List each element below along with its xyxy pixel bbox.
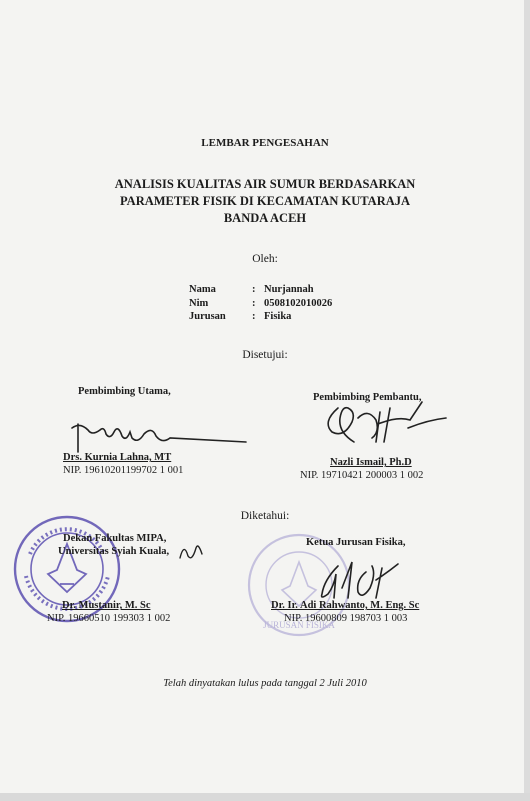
nip-pembimbing-pembantu: NIP. 19710421 200003 1 002 xyxy=(300,470,424,481)
student-info xyxy=(189,283,332,324)
title-line-2: PARAMETER FISIK DI KECAMATAN KUTARAJA xyxy=(119,194,411,208)
info-value: Fisika xyxy=(264,311,292,322)
signature-dekan xyxy=(176,540,206,564)
info-label: Nim xyxy=(189,297,209,309)
info-label: Nama xyxy=(189,284,216,295)
role-pembimbing-pembantu: Pembimbing Pembantu, xyxy=(313,392,422,403)
name-dekan: Dr. Mustanir, M. Sc xyxy=(62,600,151,611)
name-pembimbing-utama: Drs. Kurnia Lahna, MT xyxy=(63,452,172,463)
nip-pembimbing-utama: NIP. 19610201199702 1 001 xyxy=(63,465,184,476)
role-ketua: Ketua Jurusan Fisika, xyxy=(306,537,406,548)
nip-dekan: NIP. 19660510 199303 1 002 xyxy=(47,613,171,624)
signature-ketua xyxy=(312,558,402,602)
oleh-label: Oleh: xyxy=(252,253,278,265)
footer-statement: Telah dinyatakan lulus pada tanggal 2 Juli 2010 xyxy=(163,678,367,689)
info-value: 0508102010026 xyxy=(264,297,333,309)
disetujui-label: Disetujui: xyxy=(242,349,288,361)
info-value: Nurjannah xyxy=(264,284,314,295)
info-row-jurusan xyxy=(189,310,332,324)
role-dekan-line2: Universitas Syiah Kuala, xyxy=(58,546,170,557)
page-edge-bottom xyxy=(0,793,530,801)
info-sep: : xyxy=(252,297,256,309)
title-line-1: ANALISIS KUALITAS AIR SUMUR BERDASARKAN xyxy=(114,177,416,191)
heading: LEMBAR PENGESAHAN xyxy=(201,137,329,149)
diketahui-label: Diketahui: xyxy=(240,510,290,522)
thesis-title xyxy=(60,176,470,227)
signature-pembimbing-utama xyxy=(70,414,250,454)
signature-pembimbing-pembantu xyxy=(318,398,448,448)
info-label: Jurusan xyxy=(189,311,226,322)
nip-ketua: NIP. 19600809 198703 1 003 xyxy=(284,613,408,624)
info-row-nim xyxy=(189,297,332,311)
title-line-3: BANDA ACEH xyxy=(223,211,307,225)
name-pembimbing-pembantu: Nazli Ismail, Ph.D xyxy=(330,457,412,468)
name-ketua: Dr. Ir. Adi Rahwanto, M. Eng. Sc xyxy=(271,600,420,611)
role-pembimbing-utama: Pembimbing Utama, xyxy=(78,386,171,397)
info-sep: : xyxy=(252,284,256,295)
info-sep: : xyxy=(252,311,256,322)
role-dekan-line1: Dekan Fakultas MIPA, xyxy=(63,533,167,544)
info-row-nama xyxy=(189,283,332,297)
stamp-right-text: JURUSAN FISIKA xyxy=(263,620,335,630)
